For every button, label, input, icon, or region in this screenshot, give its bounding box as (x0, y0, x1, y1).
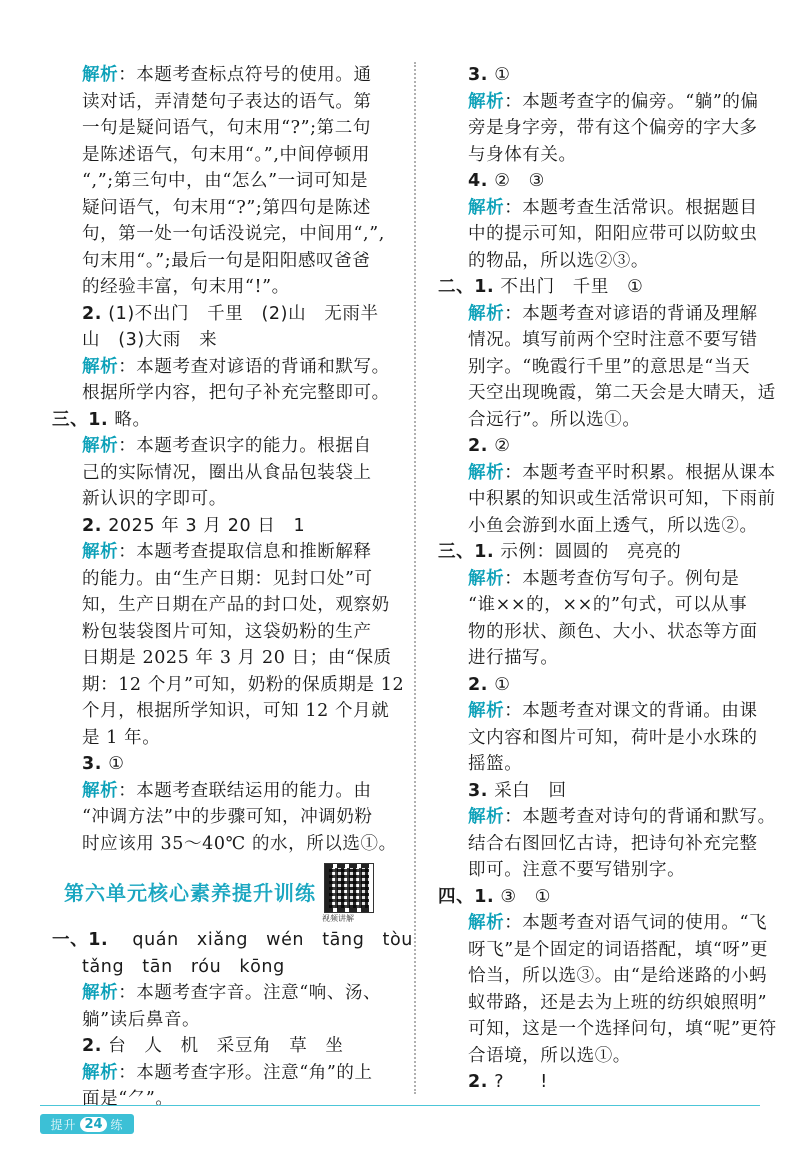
column-divider (414, 62, 416, 1094)
text-line (52, 592, 395, 619)
text-line (438, 433, 760, 460)
qr-caption: 视频讲解 (322, 914, 354, 923)
text-line (52, 115, 395, 142)
text-line (52, 778, 395, 805)
explanation-text: 句，第一处一句话没说完，中间用“,”, (82, 224, 385, 244)
explanation-text: ：本题考查对课文的背诵。由课 (504, 701, 758, 721)
text-line (52, 248, 395, 275)
text-line (52, 725, 395, 752)
explanation-text: “,”;第三句中，由“怎么”一词可知是 (82, 171, 369, 191)
explanation-text: 个月，根据所学知识，可知 12 个月就 (82, 701, 390, 721)
text-line (438, 963, 768, 990)
text-line (52, 460, 395, 487)
text-line (438, 460, 776, 487)
analysis-label: 解析 (82, 1062, 119, 1083)
text-line (52, 954, 395, 981)
text-line (438, 566, 760, 593)
explanation-text: 己的实际情况，圈出从食品包装袋上 (82, 462, 372, 483)
explanation-text: 结合右图回忆古诗，把诗句补充完整 (468, 833, 758, 854)
text-line (52, 751, 395, 778)
text-line (52, 1007, 395, 1034)
explanation-text: 新认识的字即可。 (82, 489, 227, 509)
text-line (52, 698, 395, 725)
analysis-label: 解析 (468, 91, 505, 112)
analysis-label: 解析 (82, 436, 119, 456)
explanation-text: ：本题考查联结运用的能力。由 (118, 780, 372, 801)
explanation-text: ：本题考查生活常识。根据题目 (504, 197, 758, 218)
answer-text: ① (102, 754, 125, 774)
analysis-label: 解析 (468, 197, 505, 218)
explanation-text: 呀飞”是个固定的词语搭配，填“呀”更 (468, 939, 769, 960)
text-line (52, 195, 395, 222)
explanation-text: “谁××的，××的”句式，可以从事 (468, 595, 748, 615)
explanation-text: “冲调方法”中的步骤可知，冲调奶粉 (82, 807, 373, 827)
answer-text: tǎng tān róu kōng (82, 956, 285, 977)
question-number: 3. (468, 65, 489, 85)
answer-text: ② ③ (488, 171, 545, 191)
text-line (52, 142, 395, 169)
text-line (438, 804, 776, 831)
text-line (438, 327, 760, 354)
question-number: 一、1. (52, 930, 109, 950)
explanation-text: 文内容和图片可知，荷叶是小水珠的 (468, 727, 758, 748)
answer-text: (1)不出门 千里 (2)山 无雨半 (102, 303, 379, 324)
text-line (52, 980, 395, 1007)
question-number: 2. (82, 515, 103, 536)
explanation-text: ：本题考查字的偏旁。“躺”的偏 (504, 91, 759, 112)
text-line (438, 698, 760, 725)
explanation-text: 句末用“。”;最后一句是阳阳感叹爸爸 (82, 250, 371, 271)
text-line (438, 115, 760, 142)
question-number: 2. (468, 1072, 489, 1092)
explanation-text: 情况。填写前两个空时注意不要写错 (468, 330, 758, 350)
analysis-label: 解析 (82, 780, 119, 801)
answer-text: 采白 回 (488, 780, 567, 801)
analysis-label: 解析 (468, 568, 505, 589)
badge-right-text: 练 (110, 1117, 124, 1132)
explanation-text: 天空出现晚霞，第二天会是大晴天，适 (468, 383, 776, 403)
text-line (438, 1069, 760, 1096)
text-line (52, 1033, 395, 1060)
text-line (52, 619, 395, 646)
text-line (438, 592, 760, 619)
explanation-text: 合语境，所以选①。 (468, 1045, 631, 1066)
explanation-text: 躺”读后鼻音。 (82, 1009, 201, 1030)
text-line (438, 937, 769, 964)
text-line (438, 354, 760, 381)
text-line (438, 778, 760, 805)
explanation-text: 面是“⺈”。 (82, 1089, 174, 1109)
explanation-text: 粉包装袋图片可知，这袋奶粉的生产 (82, 621, 372, 642)
question-number: 3. (468, 780, 489, 801)
text-line (438, 619, 760, 646)
explanation-text: 中的提示可知，阳阳应带可以防蚊虫 (468, 224, 758, 244)
text-line (52, 804, 395, 831)
explanation-text: ：本题考查标点符号的使用。通 (118, 65, 372, 85)
unit-title: 第六单元核心素养提升训练 (64, 881, 316, 905)
text-line (438, 645, 760, 672)
text-line (52, 407, 395, 434)
question-number: 三、1. (438, 542, 495, 562)
text-line (438, 751, 760, 778)
explanation-text: 与身体有关。 (468, 144, 577, 165)
footer-rule (40, 1105, 760, 1106)
text-line (52, 1060, 395, 1087)
explanation-text: 期：12 个月”可知，奶粉的保质期是 12 (82, 674, 405, 695)
question-number: 3. (82, 754, 103, 774)
analysis-label: 解析 (468, 462, 505, 483)
explanation-text: 合远行”。所以选①。 (468, 409, 641, 430)
unit-six-answers (52, 927, 413, 1113)
right-answer-block (438, 62, 777, 1096)
explanation-text: 摇篮。 (468, 754, 523, 774)
explanation-text: ：本题考查仿写句子。例句是 (504, 568, 740, 589)
text-line (438, 62, 760, 89)
text-line (438, 142, 760, 169)
badge-left-text: 提升 (50, 1117, 77, 1132)
explanation-text: 的物品，所以选②③。 (468, 250, 649, 271)
text-line (438, 195, 760, 222)
text-line (438, 1016, 777, 1043)
answer-text: ③ ① (494, 886, 552, 907)
text-line (52, 354, 395, 381)
explanation-text: ：本题考查字音。注意“响、汤、 (118, 983, 382, 1003)
analysis-label: 解析 (82, 542, 119, 562)
text-line (52, 380, 395, 407)
answer-text: ① (488, 674, 511, 695)
explanation-text: 时应该用 35～40℃ 的水，所以选①。 (82, 833, 397, 854)
text-line (52, 274, 395, 301)
explanation-text: 的经验丰富，句末用“!”。 (82, 277, 290, 297)
answer-text: ② (488, 436, 511, 456)
explanation-text: 即可。注意不要写错别字。 (468, 860, 686, 880)
explanation-text: 一句是疑问语气，句末用“?”;第二句 (82, 118, 371, 138)
text-line (52, 433, 395, 460)
explanation-text: 可知，这是一个选择问句，填“呢”更符 (468, 1019, 777, 1039)
text-line (52, 486, 395, 513)
text-line (52, 62, 395, 89)
text-line (52, 1086, 395, 1113)
text-line (438, 831, 760, 858)
explanation-text: 蚁带路，还是去为上班的纺织娘照明” (468, 992, 768, 1013)
explanation-text: ：本题考查对谚语的背诵和默写。 (118, 356, 390, 377)
answer-text: ? ! (488, 1072, 548, 1092)
text-line (438, 884, 760, 911)
qr-code-icon[interactable] (324, 863, 374, 913)
text-line (438, 486, 776, 513)
text-line (438, 248, 760, 275)
explanation-text: 中积累的知识或生活常识可知，下雨前 (468, 489, 776, 509)
explanation-text: 恰当，所以选③。由“是给迷路的小蚂 (468, 966, 768, 986)
answer-text: 示例：圆圆的 亮亮的 (494, 542, 682, 562)
analysis-label: 解析 (468, 701, 505, 721)
answer-text: ① (488, 65, 511, 85)
text-line (52, 513, 395, 540)
right-column (438, 62, 777, 1096)
text-line (52, 89, 395, 116)
text-line (438, 168, 760, 195)
text-line (438, 274, 760, 301)
explanation-text: ：本题考查字形。注意“角”的上 (118, 1062, 373, 1083)
explanation-text: ：本题考查提取信息和推断解释 (118, 542, 372, 562)
answer-text: 山 (3)大雨 来 (82, 330, 218, 350)
answer-text: quán xiǎng wén tāng tòu (108, 930, 413, 950)
text-line (52, 168, 395, 195)
text-line (438, 725, 760, 752)
text-line (438, 990, 768, 1017)
question-number: 二、1. (438, 277, 495, 297)
text-line (52, 327, 395, 354)
text-line (52, 566, 395, 593)
explanation-text: 知，生产日期在产品的封口处，观察奶 (82, 595, 390, 615)
explanation-text: 是 1 年。 (82, 727, 161, 748)
explanation-text: 日期是 2025 年 3 月 20 日；由“保质 (82, 648, 392, 668)
text-line (438, 380, 776, 407)
unit-header (52, 863, 395, 927)
explanation-text: 别字。“晚霞行千里”的意思是“当天 (468, 356, 751, 377)
analysis-label: 解析 (468, 807, 505, 827)
question-number: 2. (82, 303, 103, 324)
explanation-text: 进行描写。 (468, 648, 559, 668)
left-answer-block (52, 62, 405, 857)
text-line (438, 301, 760, 328)
text-line (438, 513, 760, 540)
question-number: 4. (468, 171, 489, 191)
text-line (52, 831, 395, 858)
page-number: 24 (80, 1117, 106, 1132)
analysis-label: 解析 (82, 983, 119, 1003)
explanation-text: 读对话，弄清楚句子表达的语气。第 (82, 91, 372, 112)
text-line (438, 672, 760, 699)
text-line (52, 301, 395, 328)
explanation-text: 旁是身字旁，带有这个偏旁的字大多 (468, 118, 758, 138)
text-line (52, 672, 405, 699)
answer-text: 台 人 机 采豆角 草 坐 (102, 1036, 344, 1056)
left-column (52, 62, 413, 1113)
question-number: 2. (468, 674, 489, 695)
question-number: 2. (82, 1036, 103, 1056)
text-line (438, 407, 760, 434)
explanation-text: ：本题考查识字的能力。根据自 (118, 436, 372, 456)
analysis-label: 解析 (468, 303, 505, 324)
answer-text: 不出门 千里 ① (494, 277, 644, 297)
answer-text: 2025 年 3 月 20 日 1 (102, 515, 306, 536)
analysis-label: 解析 (82, 356, 119, 377)
answer-text: 略。 (108, 409, 151, 430)
text-line (438, 539, 760, 566)
explanation-text: ：本题考查对谚语的背诵及理解 (504, 303, 758, 324)
text-line (438, 1043, 760, 1070)
explanation-text: 是陈述语气，句末用“。”,中间停顿用 (82, 144, 371, 165)
page-number-badge (40, 1114, 134, 1134)
question-number: 四、1. (438, 886, 495, 907)
text-line (438, 857, 760, 884)
explanation-text: ：本题考查对语气词的使用。“飞 (504, 913, 768, 933)
explanation-text: 疑问语气，句末用“?”;第四句是陈述 (82, 197, 371, 218)
explanation-text: ：本题考查对诗句的背诵和默写。 (504, 807, 776, 827)
explanation-text: 小鱼会游到水面上透气，所以选②。 (468, 515, 758, 536)
question-number: 2. (468, 436, 489, 456)
text-line (52, 927, 413, 954)
analysis-label: 解析 (468, 913, 505, 933)
analysis-label: 解析 (82, 65, 119, 85)
text-line (52, 221, 395, 248)
text-line (438, 89, 760, 116)
text-line (438, 910, 768, 937)
text-line (52, 645, 395, 672)
text-line (52, 539, 395, 566)
explanation-text: ：本题考查平时积累。根据从课本 (504, 462, 776, 483)
text-line (438, 221, 760, 248)
explanation-text: 的能力。由“生产日期：见封口处”可 (82, 568, 373, 589)
explanation-text: 物的形状、颜色、大小、状态等方面 (468, 621, 758, 642)
question-number: 三、1. (52, 409, 109, 430)
explanation-text: 根据所学内容，把句子补充完整即可。 (82, 383, 390, 403)
